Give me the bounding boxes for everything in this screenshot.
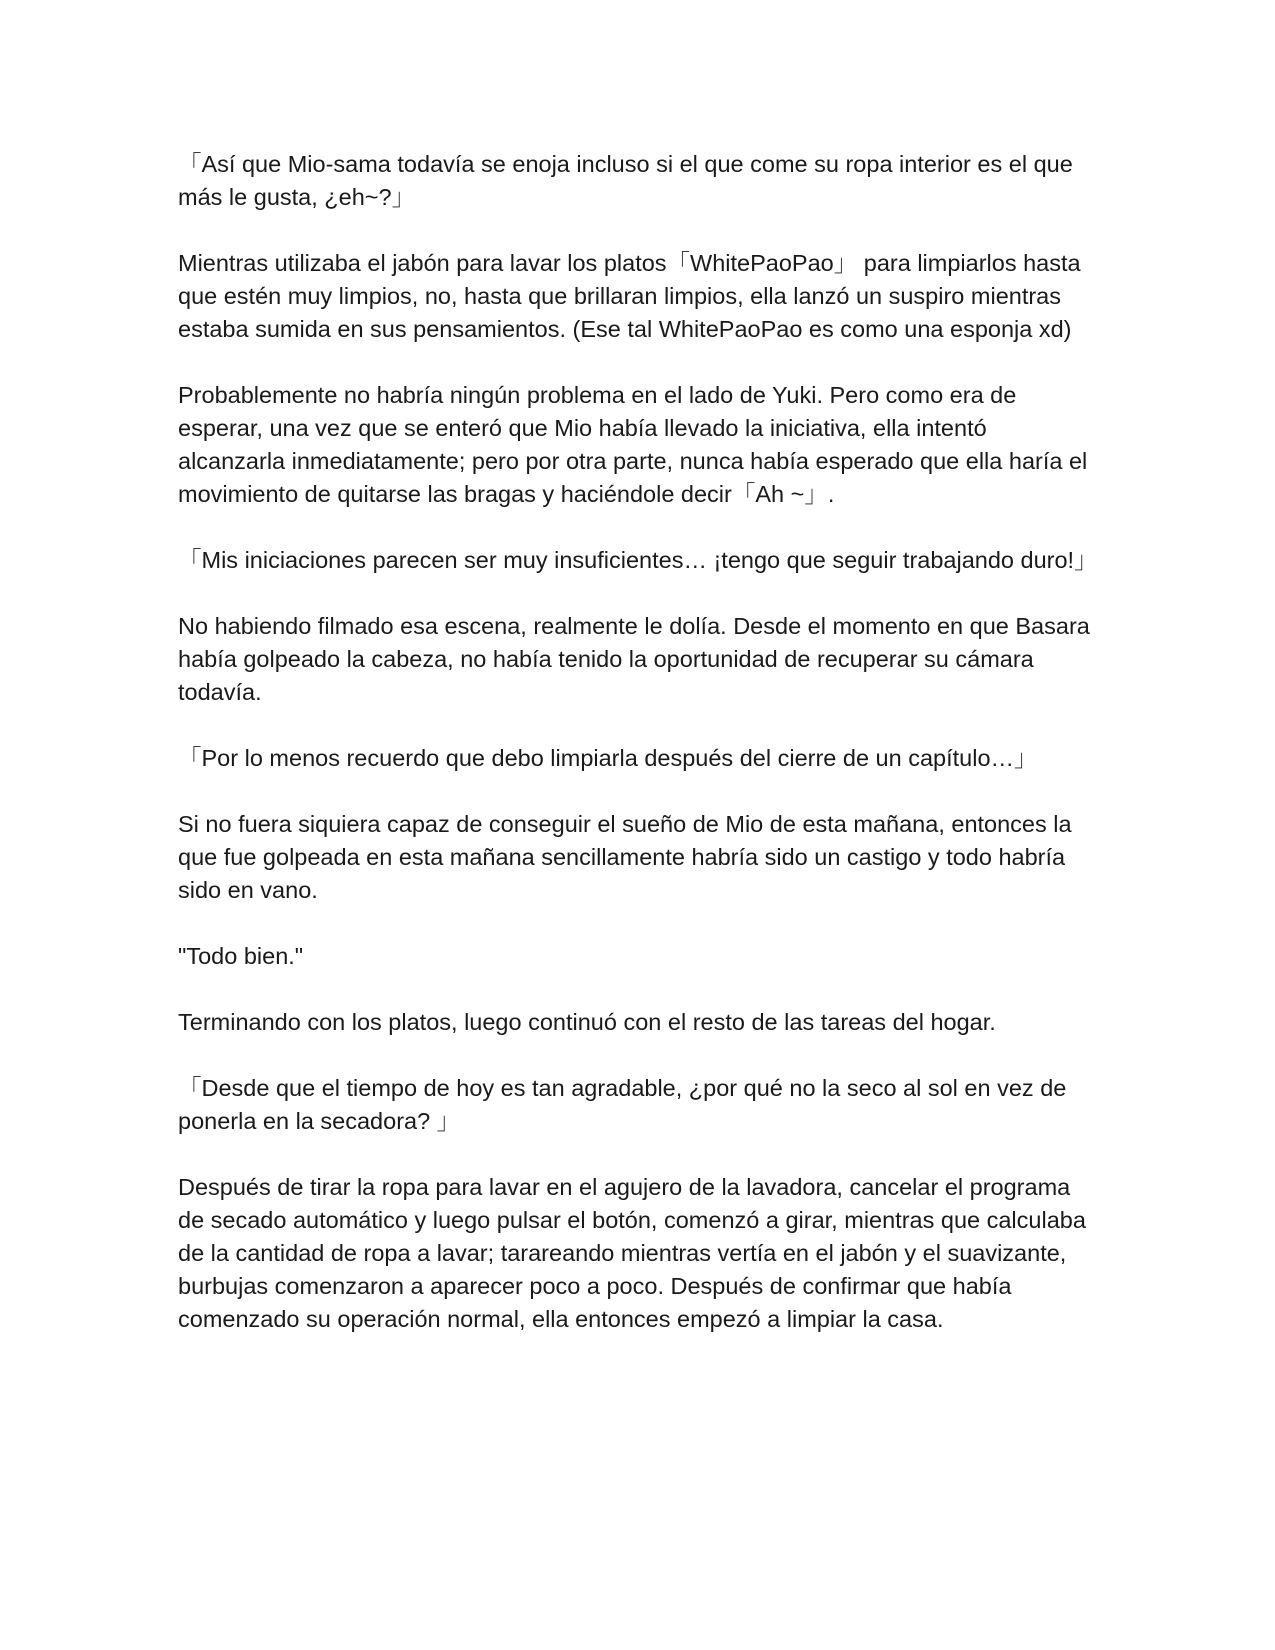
document-body — [178, 148, 1098, 1369]
paragraph-dialogue: 「Así que Mio-sama todavía se enoja incluso si el que come su ropa interior es el que más le gusta, ¿eh~?」 — [178, 151, 1073, 210]
paragraph-dialogue: "Todo bien." — [178, 943, 304, 969]
paragraph-narration: Después de tirar la ropa para lavar en el agujero de la lavadora, cancelar el programa de secado automático y luego pulsar el botón, comenzó a girar, mientras que calculaba de la cantidad de ropa a lavar; tarareando mientras vertía en el jabón y el suavizante, burbujas comenzaron a aparecer poco a poco. Después de confirmar que había comenzado su operación normal, ella entonces empezó a limpiar la casa. — [178, 1174, 1086, 1332]
paragraph-dialogue: 「Desde que el tiempo de hoy es tan agradable, ¿por qué no la seco al sol en vez de ponerla en la secadora? 」 — [178, 1075, 1067, 1134]
paragraph-narration: Terminando con los platos, luego continuó con el resto de las tareas del hogar. — [178, 1009, 996, 1035]
paragraph-narration: Si no fuera siquiera capaz de conseguir el sueño de Mio de esta mañana, entonces la que fue golpeada en esta mañana sencillamente habría sido un castigo y todo habría sido en vano. — [178, 811, 1072, 903]
paragraph-dialogue: 「Mis iniciaciones parecen ser muy insuficientes… ¡tengo que seguir trabajando duro!」 — [178, 547, 1098, 573]
paragraph-narration: Mientras utilizaba el jabón para lavar los platos「WhitePaoPao」 para limpiarlos hasta que estén muy limpios, no, hasta que brillaran limpios, ella lanzó un suspiro mientras estaba sumida en sus pensamientos. (Ese tal WhitePaoPao es como una esponja xd) — [178, 250, 1081, 342]
paragraph-dialogue: 「Por lo menos recuerdo que debo limpiarla después del cierre de un capítulo…」 — [178, 745, 1038, 771]
paragraph-narration: Probablemente no habría ningún problema en el lado de Yuki. Pero como era de esperar, una vez que se enteró que Mio había llevado la iniciativa, ella intentó alcanzarla inmediatamente; pero por otra parte, nunca había esperado que ella haría el movimiento de quitarse las bragas y haciéndole decir「Ah ~」. — [178, 382, 1088, 507]
paragraph-narration: No habiendo filmado esa escena, realmente le dolía. Desde el momento en que Basara había golpeado la cabeza, no había tenido la oportunidad de recuperar su cámara todavía. — [178, 613, 1090, 705]
